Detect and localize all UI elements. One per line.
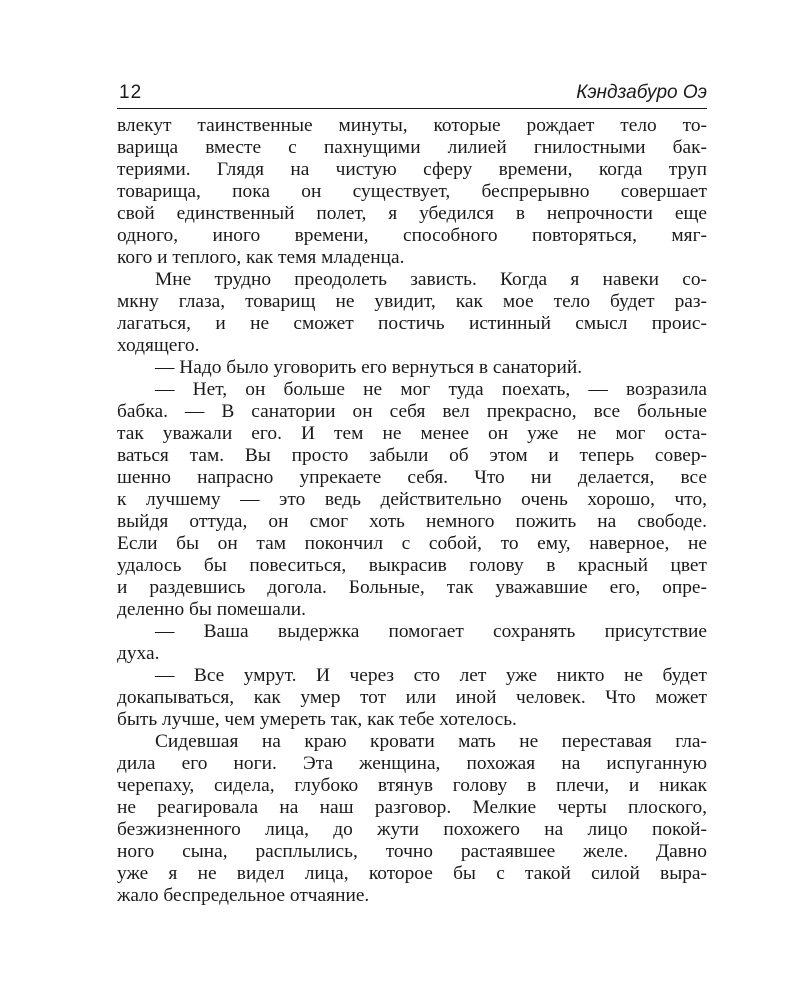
text-line: докапываться, как умер тот или иной человек. Что может (117, 687, 707, 708)
text-line: черепаху, сидела, глубоко втянув голову в плечи, и никак (117, 775, 707, 796)
running-head (117, 78, 707, 109)
text-line: уже я не видел лица, которое бы с такой силой выра- (117, 863, 707, 884)
text-line: удалось бы повеситься, выкрасив голову в красный цвет (117, 555, 707, 576)
text-line: безжизненного лица, до жути похожего на лицо покой- (117, 819, 707, 840)
text-line: варища вместе с пахнущими лилией гнилостными бак- (117, 137, 707, 158)
text-line: бабка. — В санатории он себя вел прекрасно, все больные (117, 401, 707, 422)
text-line: влекут таинственные минуты, которые рождает тело то- (117, 115, 707, 136)
text-line: Сидевшая на краю кровати мать не переставая гла- (155, 731, 707, 752)
text-line: териями. Глядя на чистую сферу времени, когда труп (117, 159, 707, 180)
text-line: ходящего. (117, 335, 200, 356)
text-line: ного сына, расплылись, точно растаявшее желе. Давно (117, 841, 707, 862)
text-line: не реагировала на наш разговор. Мелкие черты плоского, (117, 797, 707, 818)
text-line: — Нет, он больше не мог туда поехать, — возразила (155, 379, 707, 400)
text-line: — Ваша выдержка помогает сохранять присутствие (155, 621, 707, 642)
text-line: кого и теплого, как темя младенца. (117, 247, 405, 268)
body-text (117, 115, 707, 907)
text-line: — Все умрут. И через сто лет уже никто не будет (155, 665, 707, 686)
text-line: свой единственный полет, я убедился в непрочности еще (117, 203, 707, 224)
running-title: Кэндзабуро Оэ (576, 82, 707, 103)
text-line: выйдя оттуда, он смог хоть немного пожить на свободе. (117, 511, 707, 532)
text-line: быть лучше, чем умереть так, как тебе хотелось. (117, 709, 517, 730)
text-line: жало беспредельное отчаяние. (117, 885, 370, 906)
text-line: деленно бы помешали. (117, 599, 306, 620)
text-line: — Надо было уговорить его вернуться в санаторий. (155, 357, 583, 378)
page-number: 12 (119, 82, 143, 103)
book-page (117, 78, 707, 907)
text-line: мкну глаза, товарищ не увидит, как мое тело будет раз- (117, 291, 707, 312)
text-line: дила его ноги. Эта женщина, похожая на испуганную (117, 753, 707, 774)
text-line: духа. (117, 643, 160, 664)
text-line: одного, иного времени, способного повторяться, мяг- (117, 225, 707, 246)
text-line: лагаться, и не сможет постичь истинный смысл проис- (117, 313, 707, 334)
text-line: товарища, пока он существует, беспрерывно совершает (117, 181, 707, 202)
text-line: ваться там. Вы просто забыли об этом и теперь совер- (117, 445, 707, 466)
text-line: и раздевшись догола. Больные, так уважавшие его, опре- (117, 577, 707, 598)
text-line: шенно напрасно упрекаете себя. Что ни делается, все (117, 467, 707, 488)
text-line: Мне трудно преодолеть зависть. Когда я навеки со- (155, 269, 707, 290)
text-line: к лучшему — это ведь действительно очень хорошо, что, (117, 489, 707, 510)
text-line: Если бы он там покончил с собой, то ему, наверное, не (117, 533, 707, 554)
text-line: так уважали его. И тем не менее он уже не мог оста- (117, 423, 707, 444)
